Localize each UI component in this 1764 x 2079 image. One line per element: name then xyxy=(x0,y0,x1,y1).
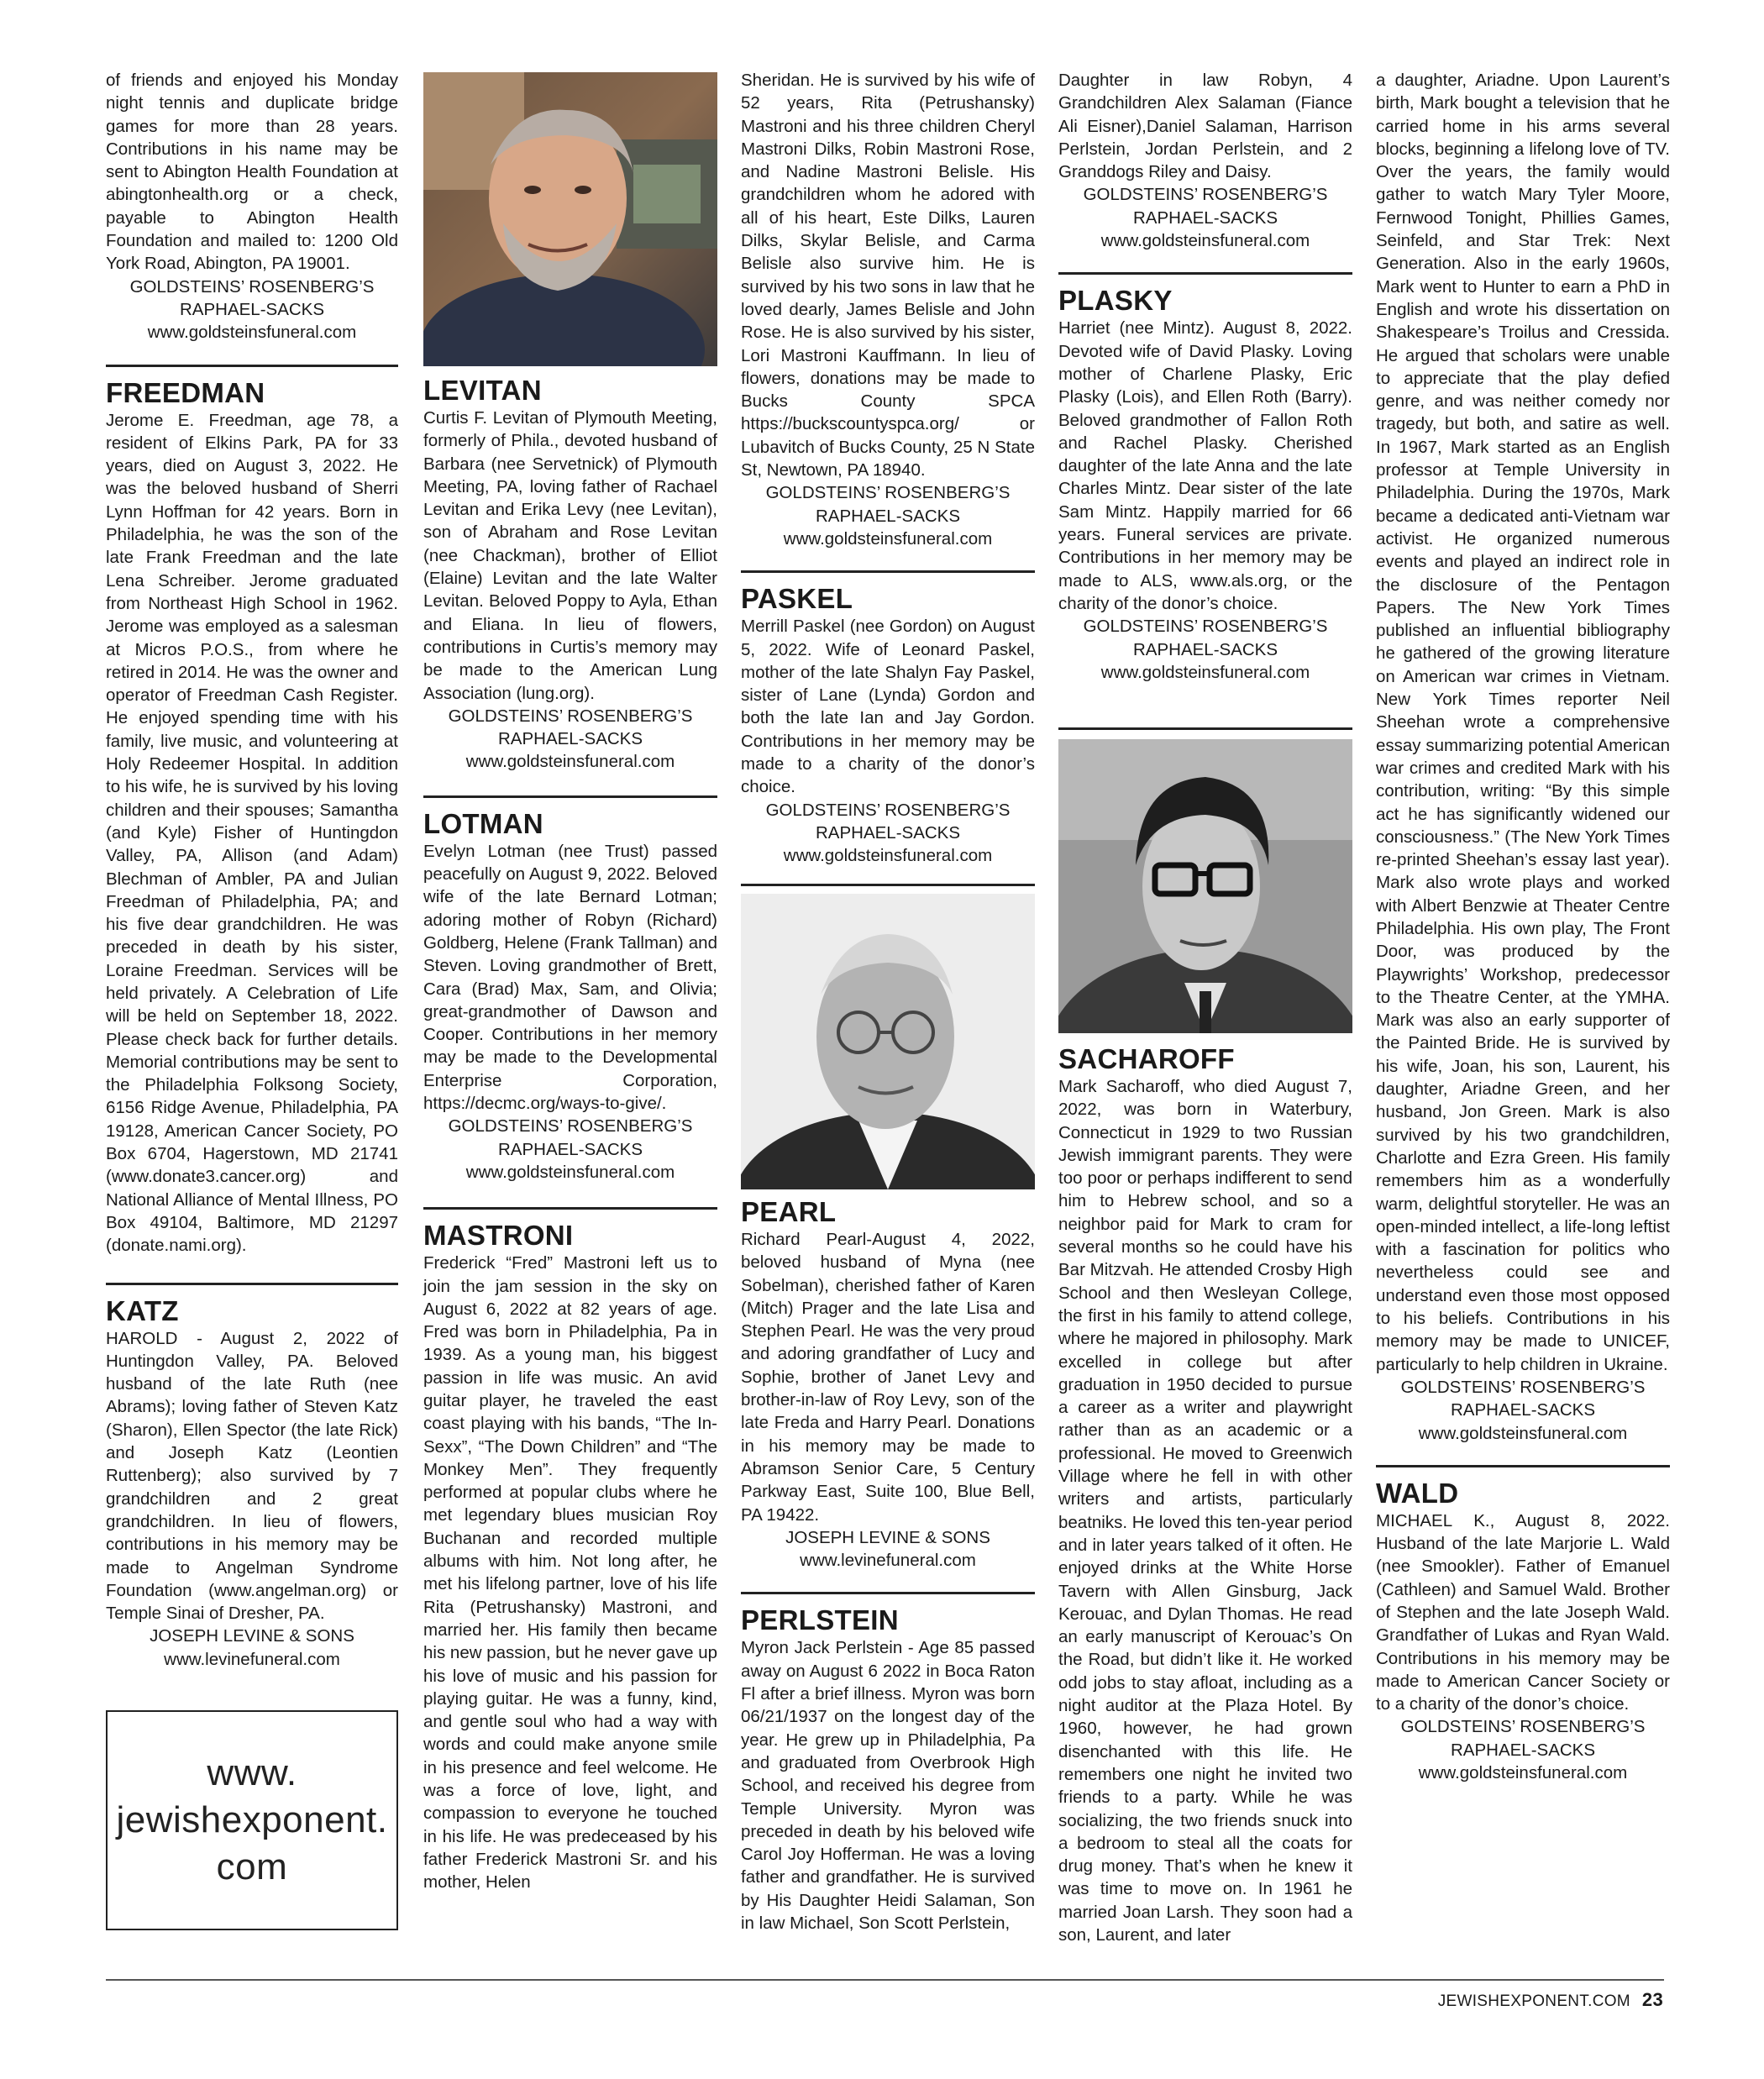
obituary-text-wald: MICHAEL K., August 8, 2022. Husband of the late Marjorie L. Wald (nee Smookler). Father of Emanuel (Cathleen) and Samuel Wald. Brother of Stephen and the late Joseph Wald. Grandfather of Lukas and Ryan Wald. Contributions in his memory may be made to American Cancer Society or to a charity of the donor’s choice. xyxy=(1376,1510,1670,1714)
column-3 xyxy=(741,69,1035,868)
obituary-name-sacharoff: SACHAROFF xyxy=(1058,1043,1235,1074)
divider xyxy=(423,1207,717,1210)
column-2 xyxy=(423,375,717,1894)
funeral-home-name-2: RAPHAEL-SACKS xyxy=(497,1139,643,1159)
divider xyxy=(106,1283,398,1285)
obituary-name-paskel: PASKEL xyxy=(741,583,853,615)
divider xyxy=(1376,1465,1670,1467)
funeral-home-url[interactable]: www.goldsteinsfuneral.com xyxy=(1418,1763,1628,1783)
obituary-continued-text: a daughter, Ariadne. Upon Laurent’s birth, Mark bought a television that he carried home in his arms several blocks, beginning a lifelong love of TV. Over the years, the family would gather to watch Mary Tyler Moore, Fernwood Tonight, Phillies Games, Seinfeld, and Star Trek: Next Generation. Also in the early 1960s, Mark went to Hunter to earn a PhD in English and wrote his dissertation on Shakespeare’s Troilus and Cressida. He argued that scholars were unable to appreciate that the play defied genre, and was neither comedy nor tragedy, but both, and satire as well. In 1967, Mark started as an English professor at Temple University in Philadelphia. During the 1970s, Mark became a dedicated anti-Vietnam war activist. He organized numerous events and played an indirect role in the disclosure of the Pentagon Papers. The New York Times published an influential bibliography he gathered of the growing literature on American war crimes in Vietnam. New York Times reporter Neil Sheehan wrote a comprehensive essay summarizing potential American war crimes and credited Mark with his contribution, writing: “By this simple act he has significantly widened our consciousness.” (The New York Times re-printed Sheehan’s essay last year). Mark also wrote plays and worked with Albert Benzwie at Theater Centre Philadelphia. His own play, The Front Door, was produced by the Playwrights’ Workshop, predecessor to the Theatre Center, at the YMHA. Mark was also an early supporter of the Painted Bride. He is survived by his wife, Joan, his son, Laurent, his daughter, Ariadne Green, and her husband, Jon Green. Mark is also survived by his two grandchildren, Charlotte and Ezra Green. His family remembers him as a wonderfully warm, delightful storyteller. He was an open-minded intellect, a life-long leftist with a fascination for politics who nevertheless could see and understand even those most opposed to his beliefs. Contributions in his memory may be made to UNICEF, particularly to help children in Ukraine. xyxy=(1376,71,1670,1374)
ad-line-1: www. xyxy=(207,1752,297,1793)
obituary-text-pearl: Richard Pearl-August 4, 2022, beloved husband of Myna (nee Sobelman), cherished father of Karen (Mitch) Prager and the late Lisa and Stephen Pearl. He was the very proud and adoring grandfather of Lucy and Sophie, brother of Janet Levy and brother-in-law of Roy Levy, son of the late Freda and Harry Pearl. Donations in his memory may be made to Abramson Senior Care, 5 Century Parkway East, Suite 100, Blue Bell, PA 19422. xyxy=(741,1230,1035,1525)
funeral-home-url[interactable]: www.goldsteinsfuneral.com xyxy=(147,323,357,343)
funeral-home-name-2: RAPHAEL-SACKS xyxy=(1132,207,1278,228)
funeral-home-url[interactable]: www.levinefuneral.com xyxy=(800,1551,976,1571)
obituary-name-mastroni: MASTRONI xyxy=(423,1220,574,1252)
funeral-home-url[interactable]: www.goldsteinsfuneral.com xyxy=(1100,662,1310,682)
footer-divider xyxy=(106,1979,1664,1981)
funeral-home-name: GOLDSTEINS’ ROSENBERG’S xyxy=(765,483,1011,503)
obituary-text-paskel: Merrill Paskel (nee Gordon) on August 5, 2022. Wife of Leonard Paskel, mother of the late Shalyn Fay Paskel, sister of Lane (Lynda) Gordon and both the late Ian and Jay Gordon. Contributions in her memory may be made to a charity of the donor’s choice. xyxy=(741,617,1035,797)
obituary-text-perlstein: Myron Jack Perlstein - Age 85 passed away on August 6 2022 in Boca Raton Fl after a brief illness. Myron was born 06/21/1937 on the longest day of the year. He grew up in Philadelphia, Pa and graduated from Overbrook High School, and received his degree from Temple University. Myron was preceded in death by his beloved wife Carol Joy Hofferman. He was a loving father and grandfather. He is survived by His Daughter Heidi Salaman, Son in law Michael, Son Scott Perlstein, xyxy=(741,1638,1035,1934)
obituary-continued-text: Daughter in law Robyn, 4 Grandchildren Alex Salaman (Fiance Ali Eisner),Daniel Salaman, Harrison Perlstein, Jordan Perlstein, and 2 Granddogs Riley and Daisy. xyxy=(1058,71,1352,182)
column-1 xyxy=(106,69,398,1671)
divider xyxy=(741,884,1035,886)
funeral-home-name: JOSEPH LEVINE & SONS xyxy=(785,1527,990,1547)
column-3-lower xyxy=(741,1196,1035,1935)
funeral-home-url[interactable]: www.goldsteinsfuneral.com xyxy=(1418,1423,1628,1443)
obituary-continued-text: of friends and enjoyed his Monday night tennis and duplicate bridge games for more than 28 years. Contributions in his name may be sent to Abington Health Foundation at abingtonhealth.org or a check, payable to Abington Health Foundation and mailed to: 1200 Old York Road, Abington, PA 19001. xyxy=(106,71,398,274)
funeral-home-url[interactable]: www.goldsteinsfuneral.com xyxy=(465,752,675,772)
obituary-text-sacharoff: Mark Sacharoff, who died August 7, 2022, was born in Waterbury, Connecticut in 1929 to two Russian Jewish immigrant parents. They were too poor or perhaps indifferent to send him to Hebrew school, and so a neighbor paid for Mark to cram for several months so he could have his Bar Mitzvah. He attended Crosby High School and then Wesleyan College, the first in his family to attend college, where he majored in philosophy. Mark excelled in college but after graduation in 1950 decided to pursue a career as a writer and playwright rather than as an academic or a professional. He moved to Greenwich Village where he fell in with other writers and artists, particularly beatniks. He loved this ten-year period and in later years talked of it often. He enjoyed drinks at the White Horse Tavern with Allen Ginsburg, Jack Kerouac, and Dylan Thomas. He read an early manuscript of Kerouac’s On the Road, but didn’t like it. He worked odd jobs to stay afloat, including as a night auditor at the Plaza Hotel. By 1960, however, he had grown disenchanted with this life. He remembers one night he invited two friends to a party. While he was socializing, the two friends snuck into a bedroom to steal all the coats for drug money. That’s when he knew it was time to move on. In 1961 he married Joan Larsh. They soon had a son, Laurent, and later xyxy=(1058,1077,1352,1945)
obituary-continued-text: Sheridan. He is survived by his wife of 52 years, Rita (Petrushansky) Mastroni and his three children Cheryl Mastroni Dilks, Robin Mastroni Rose, and Nadine Mastroni Belisle. His grandchildren whom he adored with all of his heart, Este Dilks, Lauren Dilks, Skylar Belisle, and Carma Belisle also survive him. He is survived by his two sons in law that he loved dearly, James Belisle and John Rose. He is also survived by his sister, Lori Mastroni Kauffmann. In lieu of flowers, donations may be made to Bucks County SPCA https://buckscountyspca.org/ or Lubavitch of Bucks County, 25 N State St, Newtown, PA 18940. xyxy=(741,71,1035,480)
funeral-home-name-2: RAPHAEL-SACKS xyxy=(1450,1400,1596,1420)
photo-pearl xyxy=(741,894,1035,1189)
obituary-text-plasky: Harriet (nee Mintz). August 8, 2022. Devoted wife of David Plasky. Loving mother of Charlene Plasky, Eric Plasky (Lois), and Ellen Roth (Barry). Beloved grandmother of Fallon Roth and Rachel Plasky. Cherished daughter of the late Anna and the late Charles Mintz. Dear sister of the late Sam Mintz. Happily married for 66 years. Funeral services are private. Contributions in her memory may be made to ALS, www.als.org, or the charity of the donor’s choice. xyxy=(1058,318,1352,613)
photo-levitan xyxy=(423,72,717,366)
divider xyxy=(1058,272,1352,275)
obituary-name-katz: KATZ xyxy=(106,1294,179,1326)
divider xyxy=(1058,727,1352,730)
funeral-home-name-2: RAPHAEL-SACKS xyxy=(815,822,961,843)
ad-line-2: jewishexponent. xyxy=(116,1799,388,1840)
funeral-home-name: GOLDSTEINS’ ROSENBERG’S xyxy=(1400,1377,1646,1397)
obituary-text-katz: HAROLD - August 2, 2022 of Huntingdon Valley, PA. Beloved husband of the late Ruth (nee Abrams); loving father of Steven Katz (Sharon), Ellen Spector (the late Rick) and Joseph Katz (Leontien Ruttenberg); also survived by 7 grandchildren and 2 great grandchildren. In lieu of flowers, contributions in his memory may be made to Angelman Syndrome Foundation (www.angelman.org) or Temple Sinai of Dresher, PA. xyxy=(106,1328,398,1624)
funeral-home-name: GOLDSTEINS’ ROSENBERG’S xyxy=(765,800,1011,820)
column-5 xyxy=(1376,69,1670,1784)
obituary-name-levitan: LEVITAN xyxy=(423,375,542,406)
divider xyxy=(741,570,1035,573)
page-number: 23 xyxy=(1641,1989,1663,2010)
column-4 xyxy=(1058,69,1352,684)
obituary-text-freedman: Jerome E. Freedman, age 78, a resident of Elkins Park, PA for 33 years, died on August 3, 2022. He was the beloved husband of Sherri Lynn Hoffman for 42 years. Born in Philadelphia, he was the son of the late Frank Freedman and the late Lena Schreiber. Jerome graduated from Northeast High School in 1962. Jerome was employed as a salesman at Micros P.O.S., from where he retired in 2014. He was the owner and operator of Freedman Cash Register. He enjoyed spending time with his family, live music, and volunteering at Holy Redeemer Hospital. In addition to his wife, he is survived by his loving children and their spouses; Samantha (and Kyle) Fisher of Huntingdon Valley, PA, Allison (and Adam) Blechman of Ambler, PA and Julian Freedman of Philadelphia, PA; and his five dear grandchildren. He was preceded in death by his sister, Loraine Freedman. Services will be held privately. A Celebration of Life will be held on September 18, 2022. Please check back for further details. Memorial contributions may be sent to the Philadelphia Folksong Society, 6156 Ridge Avenue, Philadelphia, PA 19128, American Cancer Society, PO Box 6704, Hagerstown, MD 21741 (www.donate3.cancer.org) and National Alliance of Mental Illness, PO Box 49104, Baltimore, MD 21297 (donate.nami.org). xyxy=(106,410,398,1256)
obituary-name-lotman: LOTMAN xyxy=(423,807,543,839)
funeral-home-url[interactable]: www.goldsteinsfuneral.com xyxy=(783,528,993,549)
obituary-name-wald: WALD xyxy=(1376,1477,1459,1509)
obituary-name-perlstein: PERLSTEIN xyxy=(741,1604,899,1636)
funeral-home-name: GOLDSTEINS’ ROSENBERG’S xyxy=(129,276,375,297)
funeral-home-name: GOLDSTEINS’ ROSENBERG’S xyxy=(1400,1717,1646,1737)
funeral-home-name: GOLDSTEINS’ ROSENBERG’S xyxy=(448,706,693,726)
funeral-home-url[interactable]: www.goldsteinsfuneral.com xyxy=(465,1162,675,1182)
obituary-name-pearl: PEARL xyxy=(741,1196,837,1227)
portrait-sacharoff-image xyxy=(1058,739,1352,1033)
portrait-levitan-image xyxy=(423,72,717,366)
funeral-home-name-2: RAPHAEL-SACKS xyxy=(815,506,961,526)
column-4-lower xyxy=(1058,1043,1352,1946)
website-ad-box[interactable] xyxy=(106,1710,398,1930)
ad-line-3: com xyxy=(216,1846,288,1887)
divider xyxy=(423,795,717,798)
funeral-home-url[interactable]: www.goldsteinsfuneral.com xyxy=(783,846,993,866)
obituary-text-mastroni: Frederick “Fred” Mastroni left us to join the jam session in the sky on August 6, 2022 at 82 years of age. Fred was born in Philadelphia, Pa in 1939. As a young man, his biggest passion in life was music. An avid guitar player, he traveled the east coast playing with his bands, “The In-Sexx”, “The Down Children” and “The Monkey Men”. They frequently performed at popular clubs where he met legendary blues musician Roy Buchanan and recorded multiple albums with him. Not long after, he met his lifelong partner, love of his life Rita (Petrushansky) Mastroni, and married her. His family then became his new passion, but he never gave up his love of music and his passion for playing guitar. He was a funny, kind, and gentle soul who had a way with words and could make anyone smile in his presence and feel welcome. He was a force of love, light, and compassion to everyone he touched in his life. He was predeceased by his father Frederick Mastroni Sr. and his mother, Helen xyxy=(423,1253,717,1893)
funeral-home-name: GOLDSTEINS’ ROSENBERG’S xyxy=(1083,185,1328,205)
funeral-home-name: GOLDSTEINS’ ROSENBERG’S xyxy=(1083,617,1328,637)
funeral-home-name-2: RAPHAEL-SACKS xyxy=(497,729,643,749)
obituary-text-lotman: Evelyn Lotman (nee Trust) passed peacefully on August 9, 2022. Beloved wife of the late Bernard Lotman; adoring mother of Robyn (Richard) Goldberg, Helene (Frank Tallman) and Steven. Loving grandmother of Brett, Cara (Brad) Max, Sam, and Olivia; great-grandmother of Dawson and Cooper. Contributions in her memory may be made to the Developmental Enterprise Corporation, https://decmc.org/ways-to-give/. xyxy=(423,841,717,1114)
divider xyxy=(106,365,398,367)
funeral-home-name: JOSEPH LEVINE & SONS xyxy=(150,1626,354,1646)
portrait-pearl-image xyxy=(741,894,1035,1189)
footer-site[interactable]: JEWISHEXPONENT.COM xyxy=(1437,1992,1630,2010)
funeral-home-name-2: RAPHAEL-SACKS xyxy=(1450,1740,1596,1760)
divider xyxy=(741,1592,1035,1594)
obituary-name-freedman: FREEDMAN xyxy=(106,376,265,408)
funeral-home-url[interactable]: www.levinefuneral.com xyxy=(164,1649,340,1669)
funeral-home-name: GOLDSTEINS’ ROSENBERG’S xyxy=(448,1116,693,1137)
page-footer xyxy=(1438,1989,1663,2011)
funeral-home-name-2: RAPHAEL-SACKS xyxy=(179,299,325,319)
funeral-home-url[interactable]: www.goldsteinsfuneral.com xyxy=(1100,231,1310,251)
obituary-text-levitan: Curtis F. Levitan of Plymouth Meeting, formerly of Phila., devoted husband of Barbara (nee Servetnick) of Plymouth Meeting, PA, loving father of Rachael Levitan and Erika Levy (nee Levitan), son of Abraham and Rose Levitan (nee Chackman), brother of Elliot (Elaine) Levitan and the late Walter Levitan. Beloved Poppy to Ayla, Ethan and Eliana. In lieu of flowers, contributions in Curtis’s memory may be made to the American Lung Association (lung.org). xyxy=(423,408,717,703)
photo-sacharoff xyxy=(1058,739,1352,1033)
funeral-home-name-2: RAPHAEL-SACKS xyxy=(1132,639,1278,659)
obituary-name-plasky: PLASKY xyxy=(1058,285,1173,317)
